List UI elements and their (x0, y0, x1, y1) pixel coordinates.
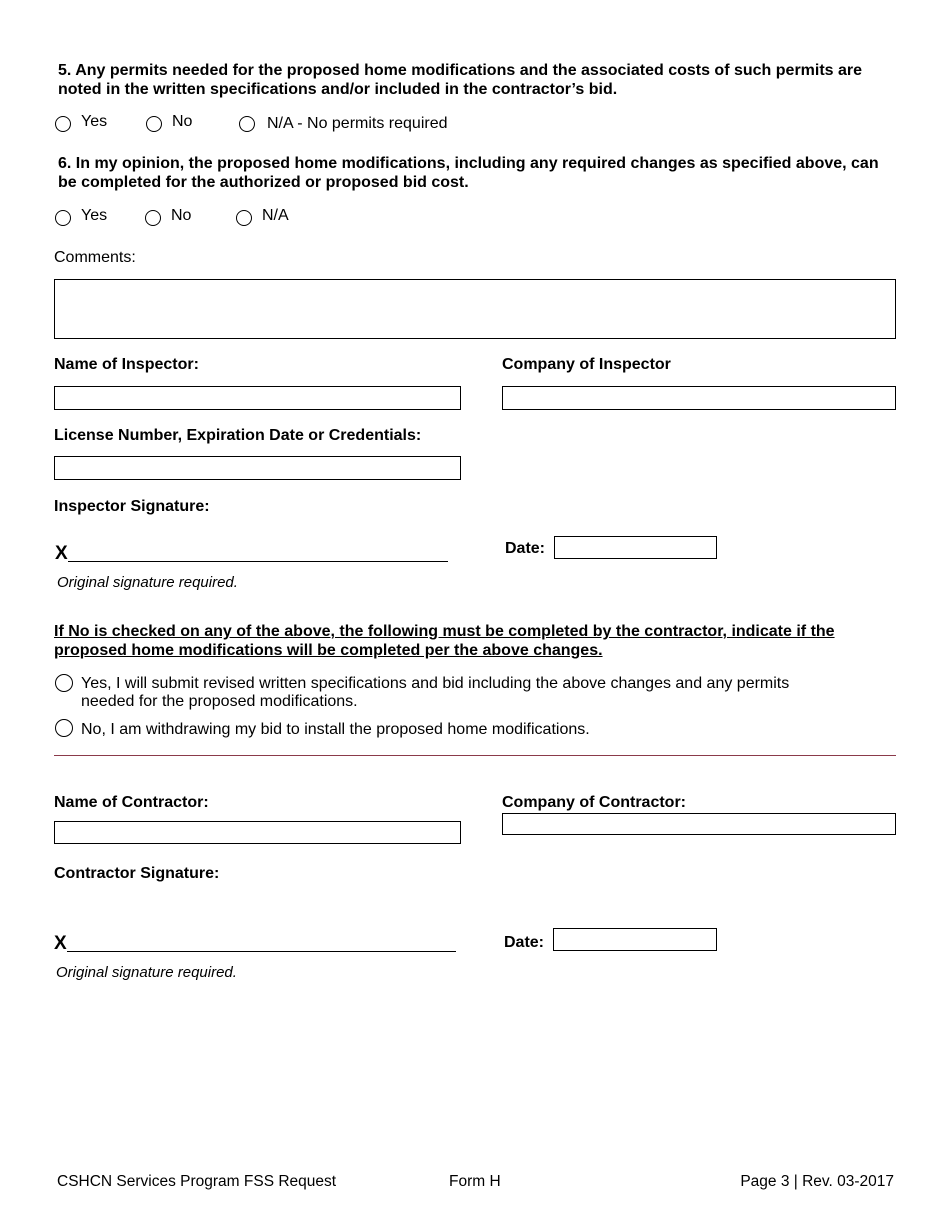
contractor-date-label: Date: (504, 934, 545, 951)
q5-radio-yes[interactable] (55, 116, 71, 132)
q6-option-no-label: No (171, 207, 192, 224)
contractor-radio-no[interactable] (55, 719, 73, 737)
inspector-signature-label: Inspector Signature: (54, 498, 210, 515)
contractor-signature-x: X (54, 933, 67, 954)
contractor-date-value (554, 929, 716, 933)
q5-option-yes-label: Yes (81, 113, 108, 130)
q6-radio-yes[interactable] (55, 210, 71, 226)
contractor-name-value (55, 822, 460, 826)
inspector-license-value (55, 457, 460, 461)
contractor-company-label: Company of Contractor: (502, 794, 686, 811)
inspector-company-field[interactable] (502, 386, 896, 410)
footer-page-info: Page 3 | Rev. 03-2017 (740, 1173, 894, 1190)
comments-label: Comments: (54, 249, 136, 266)
inspector-date-field[interactable] (554, 536, 717, 559)
contractor-name-label: Name of Contractor: (54, 794, 209, 811)
inspector-signature-x: X (55, 543, 68, 564)
inspector-date-value (555, 537, 716, 541)
q6-option-na-label: N/A (262, 207, 289, 224)
q5-radio-na[interactable] (239, 116, 255, 132)
section-divider (54, 755, 896, 756)
comments-box[interactable] (54, 279, 896, 339)
inspector-signature-note: Original signature required. (57, 574, 238, 591)
contractor-signature-note: Original signature required. (56, 964, 237, 981)
footer-program-name: CSHCN Services Program FSS Request (57, 1173, 337, 1190)
comments-value (55, 280, 895, 292)
inspector-license-label: License Number, Expiration Date or Credentials: (54, 427, 422, 444)
inspector-company-label: Company of Inspector (502, 356, 671, 373)
inspector-name-field[interactable] (54, 386, 461, 410)
contractor-company-value (503, 814, 895, 818)
footer-form-id: Form H (449, 1173, 501, 1190)
inspector-name-label: Name of Inspector: (54, 356, 199, 373)
contractor-name-field[interactable] (54, 821, 461, 844)
inspector-date-label: Date: (505, 540, 546, 557)
contractor-company-field[interactable] (502, 813, 896, 835)
question-5-text: 5. Any permits needed for the proposed home modifications and the associated costs of such permits are noted in the written specifications and/or included in the contractor’s bid. (58, 62, 863, 98)
contractor-date-field[interactable] (553, 928, 717, 951)
contractor-option-yes-label: Yes, I will submit revised written specifications and bid including the above changes and any permits needed for the proposed modifications. (81, 675, 790, 710)
contractor-signature-label: Contractor Signature: (54, 865, 220, 882)
q6-radio-na[interactable] (236, 210, 252, 226)
inspector-name-value (55, 387, 460, 391)
contractor-option-no-label: No, I am withdrawing my bid to install the proposed home modifications. (81, 721, 590, 738)
q5-option-na-label: N/A - No permits required (267, 115, 448, 132)
inspector-company-value (503, 387, 895, 391)
contractor-notice-text: If No is checked on any of the above, the following must be completed by the contractor, indicate if the proposed home modifications will be completed per the above changes. (54, 623, 835, 659)
contractor-signature-line[interactable] (67, 951, 456, 952)
q5-option-no-label: No (172, 113, 193, 130)
inspector-license-field[interactable] (54, 456, 461, 480)
q5-radio-no[interactable] (146, 116, 162, 132)
contractor-radio-yes[interactable] (55, 674, 73, 692)
inspector-signature-line[interactable] (68, 561, 448, 562)
q6-option-yes-label: Yes (81, 207, 108, 224)
q6-radio-no[interactable] (145, 210, 161, 226)
question-6-text: 6. In my opinion, the proposed home modifications, including any required changes as specified above, can be completed for the authorized or proposed bid cost. (58, 155, 879, 191)
